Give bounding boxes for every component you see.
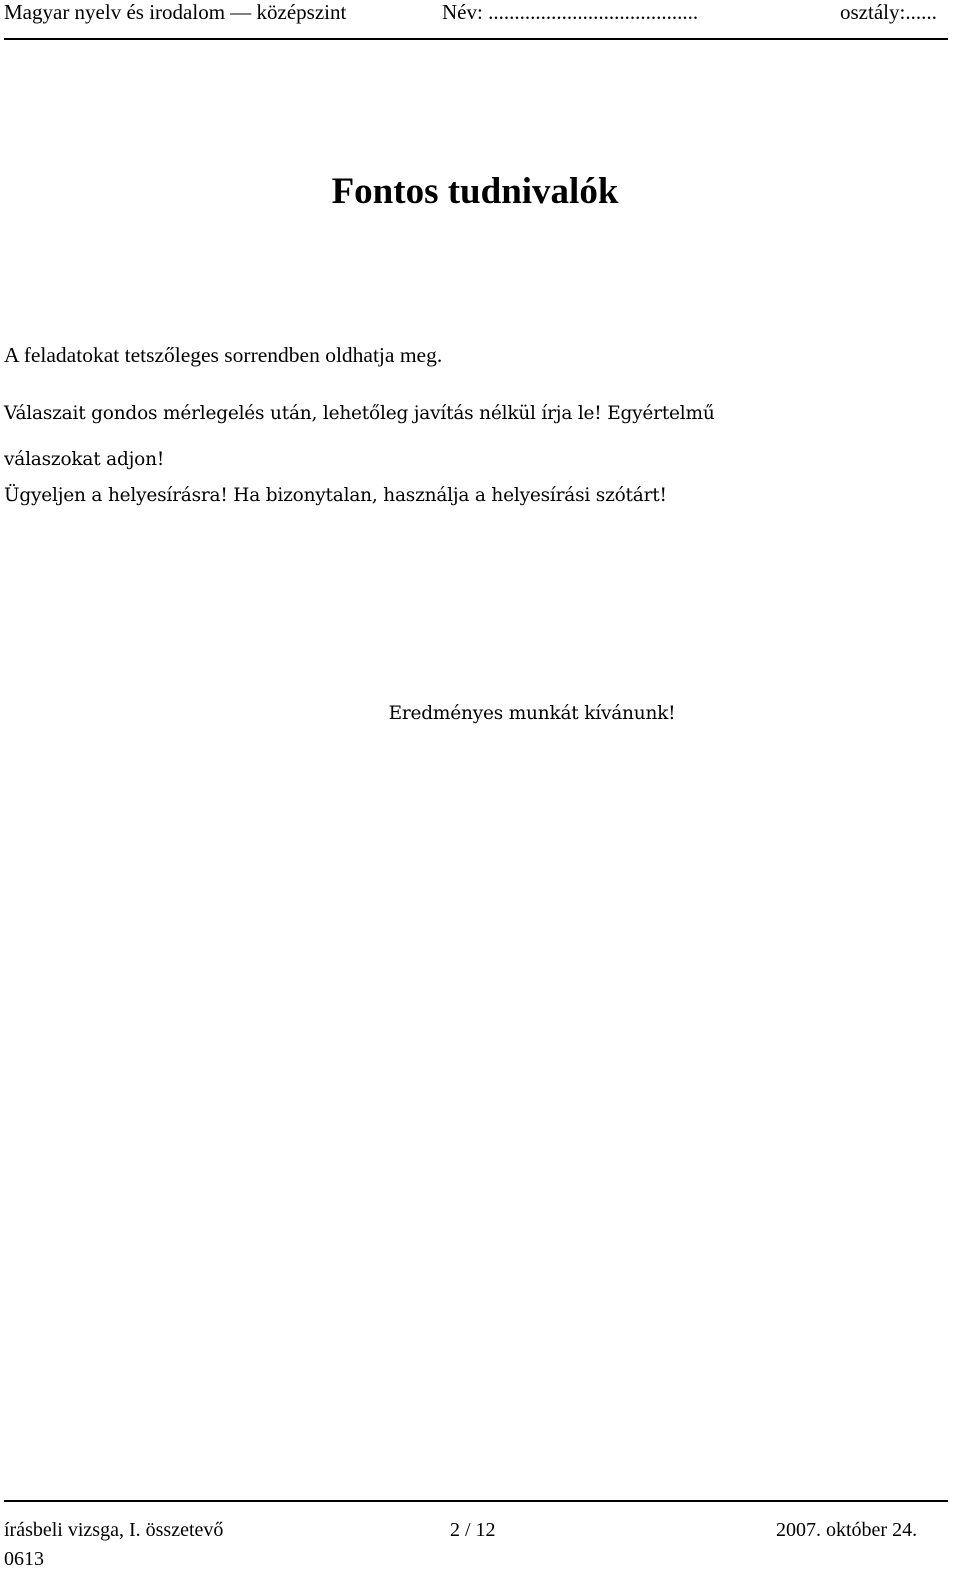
closing-wish: Eredményes munkát kívánunk! [388,703,676,724]
footer-divider [4,1500,948,1502]
page-header [0,0,950,24]
instruction-spelling: Ügyeljen a helyesírásra! Ha bizonytalan, használja a helyesírási szótárt! [4,485,667,506]
page-number: 2 / 12 [450,1519,496,1541]
subject-label: Magyar nyelv és irodalom — középszint [4,0,347,24]
instruction-order: A feladatokat tetszőleges sorrendben oldhatja meg. [4,343,443,367]
name-field: Név: ........................................ [442,0,699,24]
page-title: Fontos tudnivalók [331,171,619,212]
exam-date: 2007. október 24. [776,1519,918,1541]
exam-label: írásbeli vizsga, I. összetevő [4,1519,224,1541]
class-field: osztály:...... [840,0,937,24]
exam-code: 0613 [4,1548,44,1570]
instruction-answers: Válaszait gondos mérlegelés után, lehetőleg javítás nélkül írja le! Egyértelmű válaszokat adjon! [4,403,715,470]
header-divider [4,38,948,40]
